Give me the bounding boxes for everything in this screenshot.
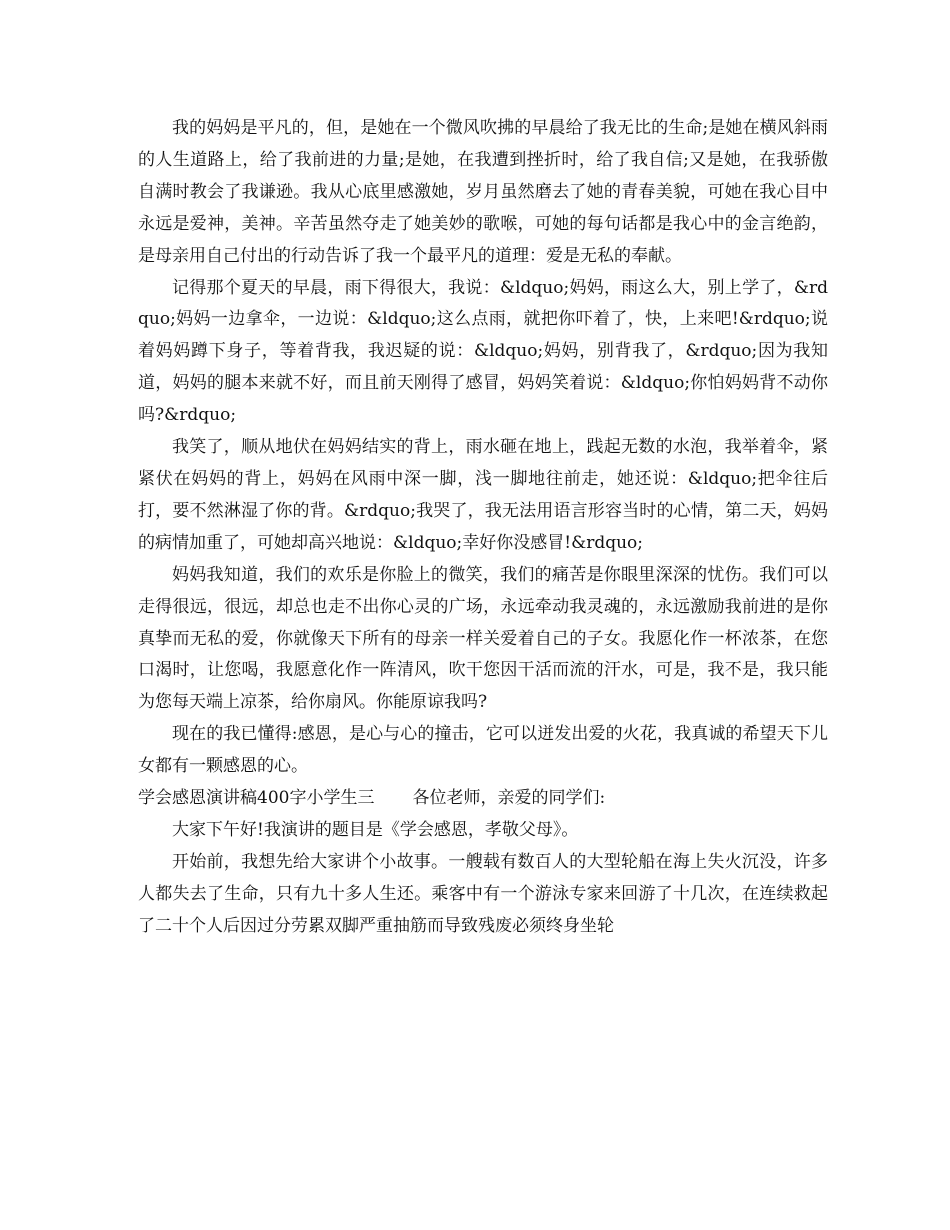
greeting: 各位老师，亲爱的同学们: <box>412 788 606 809</box>
section-title-line <box>138 783 828 815</box>
paragraph-speech-topic: 大家下午好!我演讲的题目是《学会感恩，孝敬父母》。 <box>172 819 579 840</box>
paragraph-gratitude: 现在的我已懂得:感恩，是心与心的撞击，它可以迸发出爱的火花，我真诚的希望天下儿女都有一颗感恩的心。 <box>138 724 828 777</box>
section-title: 学会感恩演讲稿400字小学生三 <box>138 788 375 809</box>
paragraph-story: 开始前，我想先给大家讲个小故事。一艘载有数百人的大型轮船在海上失火沉没，许多人都失去了生命，只有九十多人生还。乘客中有一个游泳专家来回游了十几次，在连续救起了二十个人后因过分劳累双脚严重抽筋而导致残废必须终身坐轮 <box>138 851 828 936</box>
paragraph-joy-and-sorrow: 妈妈我知道，我们的欢乐是你脸上的微笑，我们的痛苦是你眼里深深的忧伤。我们可以走得很远，很远，却总也走不出你心灵的广场，永远牵动我灵魂的，永远激励我前进的是你真挚而无私的爱，你就像天下所有的母亲一样关爱着自己的子女。我愿化作一杯浓茶，在您口渴时，让您喝，我愿意化作一阵清风，吹干您因干活而流的汗水，可是，我不是，我只能为您每天端上凉茶，给你扇风。你能原谅我吗? <box>138 564 828 713</box>
document-body <box>138 113 828 943</box>
paragraph-umbrella: 我笑了，顺从地伏在妈妈结实的背上，雨水砸在地上，践起无数的水泡，我举着伞，紧紧伏在妈妈的背上，妈妈在风雨中深一脚，浅一脚地往前走，她还说：&ldquo;把伞往后打，要不然淋湿了你的背。&rdquo;我哭了，我无法用语言形容当时的心情，第二天，妈妈的病情加重了，可她却高兴地说：&ldquo;幸好你没感冒!&rdquo; <box>138 437 828 553</box>
paragraph-summer-morning: 记得那个夏天的早晨，雨下得很大，我说：&ldquo;妈妈，雨这么大，别上学了，&rdquo;妈妈一边拿伞，一边说：&ldquo;这么点雨，就把你吓着了，快，上来吧!&rdquo;说着妈妈蹲下身子，等着背我，我迟疑的说：&ldquo;妈妈，别背我了，&rdquo;因为我知道，妈妈的腿本来就不好，而且前天刚得了感冒，妈妈笑着说：&ldquo;你怕妈妈背不动你吗?&rdquo; <box>138 277 828 426</box>
paragraph-mother-ordinary: 我的妈妈是平凡的，但，是她在一个微风吹拂的早晨给了我无比的生命;是她在横风斜雨的人生道路上，给了我前进的力量;是她，在我遭到挫折时，给了我自信;又是她，在我骄傲自满时教会了我谦逊。我从心底里感激她，岁月虽然磨去了她的青春美貌，可她在我心目中永远是爱神，美神。辛苦虽然夺走了她美妙的歌喉，可她的每句话都是我心中的金言绝韵，是母亲用自己付出的行动告诉了我一个最平凡的道理：爱是无私的奉献。 <box>138 118 828 266</box>
